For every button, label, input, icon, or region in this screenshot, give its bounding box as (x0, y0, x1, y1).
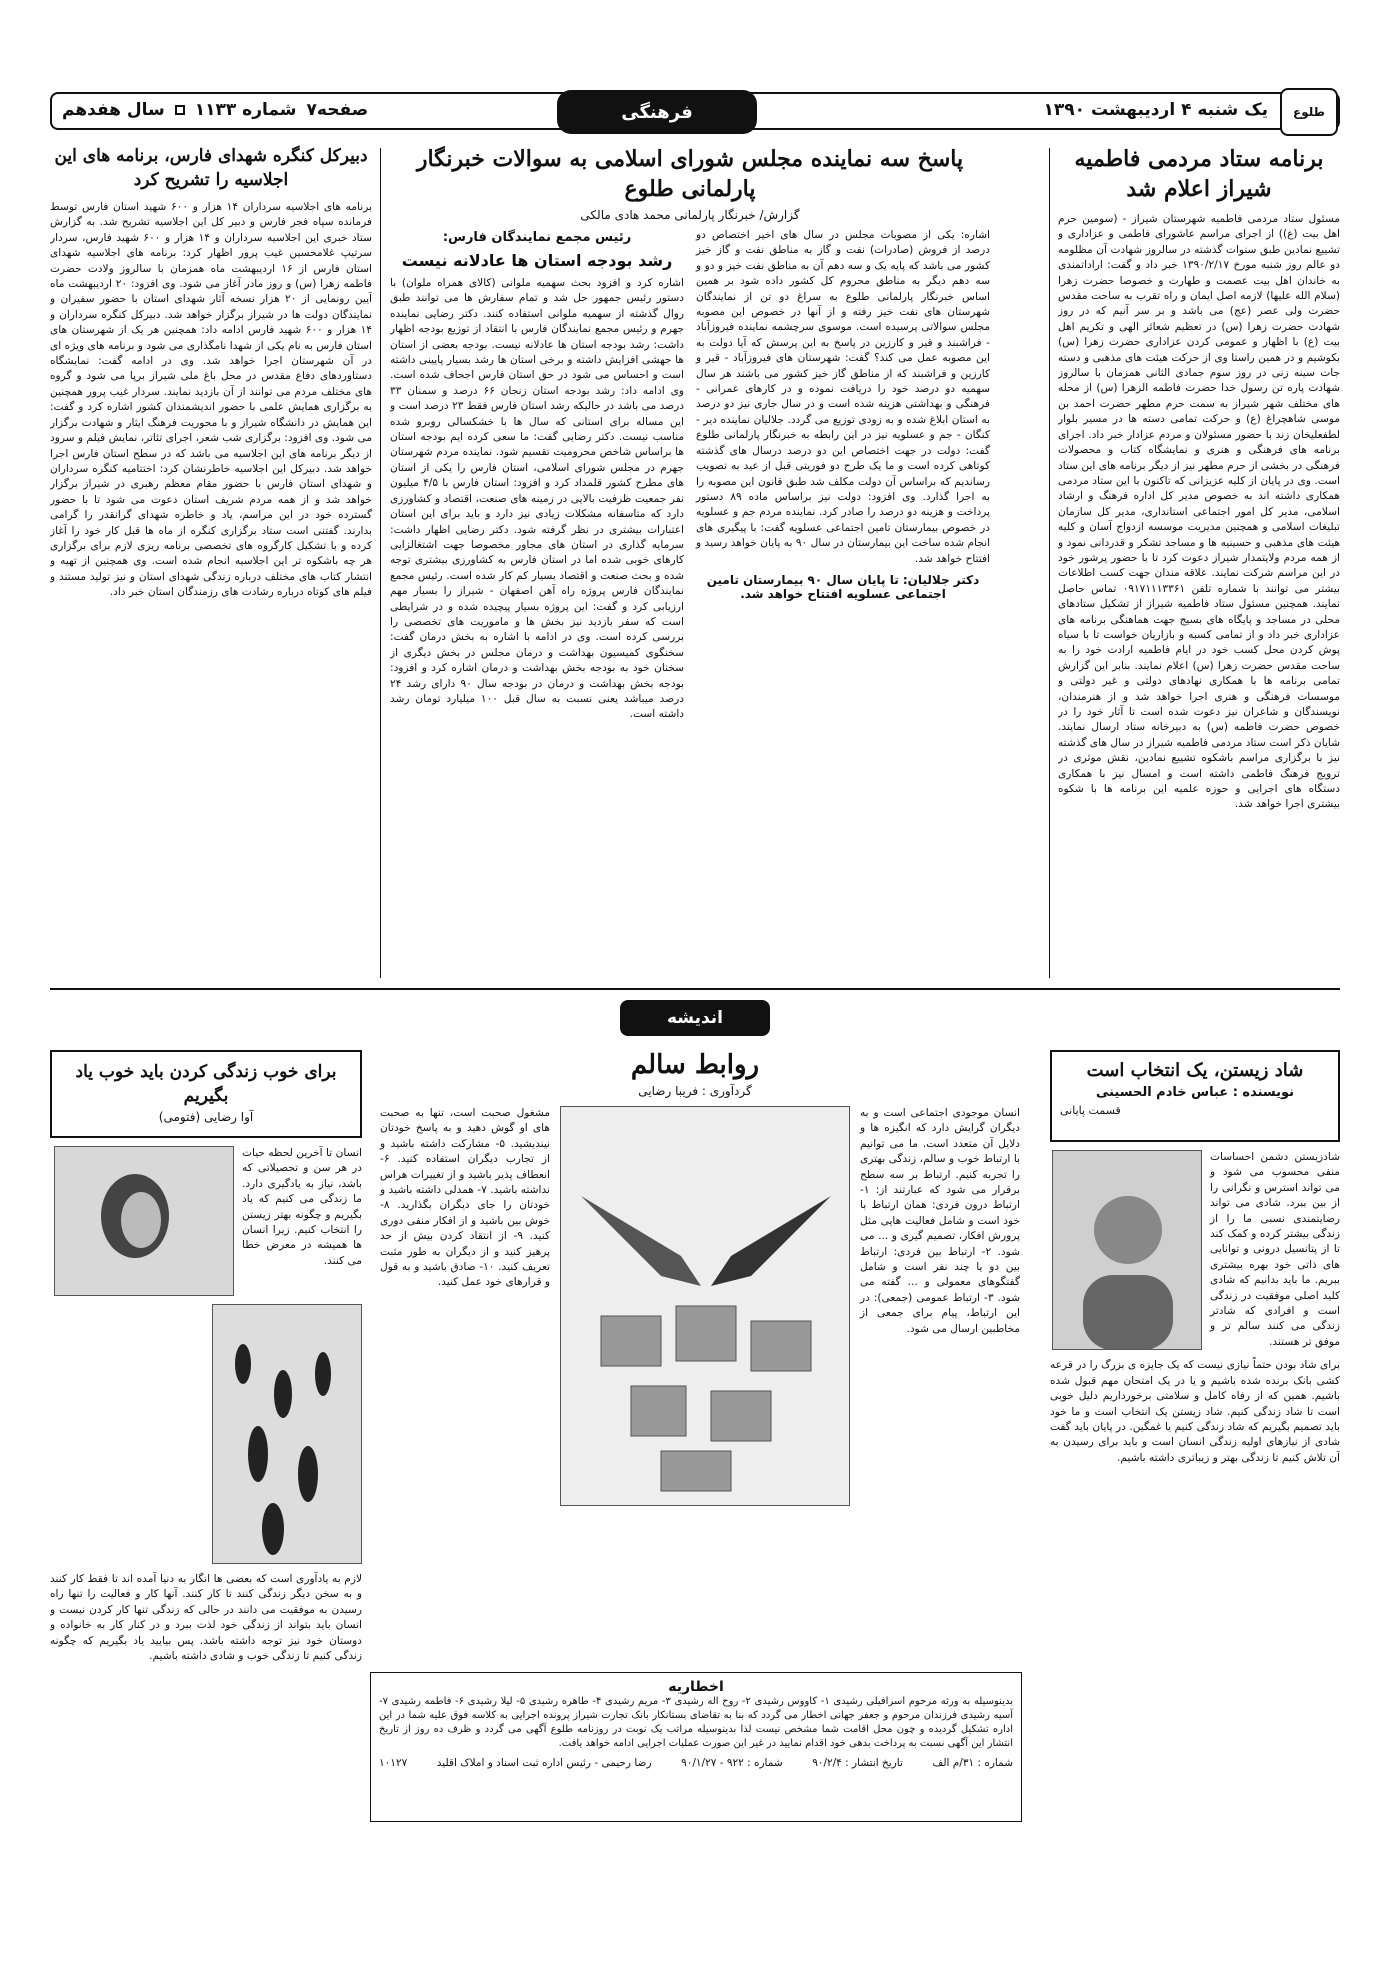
logo-text: طلوع (1293, 105, 1325, 119)
article-title: شاد زیستن، یک انتخاب است (1086, 1060, 1304, 1081)
article-part: قسمت پایانی (1060, 1104, 1121, 1117)
legal-notice (370, 1672, 1022, 1822)
article-body: اشاره کرد و افزود بحث سهمیه ملوانی (کالای همراه ملوان) با دستور رئیس جمهور حل شد و تمام سفارش ها می توانند طبق روال گذشته از سهمیه ملوانی استفاده کنند. دکتر رضایی نماینده جهرم و رئیس مجمع نمایندگان فارس با انتقاد از توزیع بودجه اظهار داشت: رشد بودجه استان ها عادلانه نیست. بودجه بعضی از استان ها جهشی افزایش داشته و برخی استان ها رشد بسیار پایینی داشته است و احساس می شود در حق استان فارس اجحاف شده است. وی ادامه داد: رشد بودجه استان زنجان ۶۶ درصد و سمنان ۳۳ درصد می باشد در حالیکه رشد استان فارس فقط ۲۳ درصد است و این مساله برای استانی که سال ها با خشکسالی روبرو شده مناسب نیست. دکتر رضایی گفت: ما سعی کرده ایم بودجه استان ها براساس شاخص محرومیت تقسیم شود. نماینده مردم شهرستان جهرم در مجلس شورای اسلامی، استان فارس را یکی از استان های مطرح کشور قلمداد کرد و افزود: استان فارس با ۴/۵ میلیون نفر جمعیت ظرفیت بالایی در زمینه های صنعت، اقتصاد و کشاورزی دارد که متاسفانه مشکلات زیادی نیز دارد و باید برای این استان اعتبارات بیشتری در نظر گرفته شود. دکتر رضایی اظهار داشت: سرمایه گذاری در استان های مجاور مخصوصا جهت اشتغالزایی کارهای خوبی شده اما در استان فارس به کشاورزی بیشتری توجه شده و بحث صنعت و اقتصاد بسیار کم کار شده است. رئیس مجمع نمایندگان فارس پروژه راه آهن اصفهان - شیراز را بسیار مهم ارزیابی کرد و گفت: این پروژه بسیار پیچیده شده و در شرایطی است که سفر بازدید نیز بخش ها و ماموریت های تخصصی را بررسی کرده است. وی در ادامه با اشاره به بخش درمان گفت: سخنگوی کمیسیون بهداشت و درمان مجلس در بخش دیگری از سخنان خود به بودجه بخش بهداشت و درمان اشاره کرد و افزود: بودجه بخش بهداشت و درمان در بودجه سال ۹۰ دارای رشد ۲۴ درصد میباشد یعنی نسبت به سال قبل ۱۰۰ میلیارد تومان رشد داشته است. (390, 277, 684, 721)
volume-year: سال هفدهم (62, 100, 165, 120)
page-number: صفحه۷ (306, 100, 369, 120)
article-column-right (696, 228, 990, 723)
notice-number-2: شماره : ۹۲۲ - ۹۰/۱/۲۷ (681, 1757, 783, 1769)
column-divider (1049, 148, 1050, 978)
crowd-silhouettes-icon (213, 1304, 361, 1564)
article-body: انسان تا آخرین لحظه حیات در هر سن و تحصیلاتی که باشد، نیاز به یادگیری دارد. ما زندگی می کنیم که یاد بگیریم و چگونه بهتر زیستن را انتخاب کنیم. زیرا انسان ها همیشه در معرض خطا می کنند. (242, 1147, 362, 1267)
woman-portrait-icon (55, 1146, 233, 1296)
crowd-photo (212, 1304, 362, 1564)
column-divider (380, 148, 381, 978)
article-body: مسئول ستاد مردمی فاطمیه شهرستان شیراز - (سومین حرم اهل بیت (ع)) از اجرای مراسم عاشورای فاطمی و عزاداری و تشییع نمادین طبق سنوات گذشته در سالروز شهادت آن مظلومه دو عالم روز شنبه مورخ ۱۳۹۰/۲/۱۷ خبر داد و گفت: اراداتمندی به خاندان اهل بیت عصمت و طهارت و خصوصا حضرت زهرا (سلام الله علیها) لازمه اصل ایمان و راه تقرب به ساحت مقدس حضرت ولی عصر (عج) می باشد و بر سر آنیم که در روز شهادت حضرت زهرا (س) در تعظیم شعائر الهی و تکریم اهل بیت (ع) با اظهار و عمومی کردن عزاداری حضرت زهرا (س) بکوشیم و در همین راستا وی از حرکت هیئت های مذهبی و دسته جات سینه زنی در روز سوم جمادی الثانی همزمان با سالروز شهادت پاره تن رسول خدا حضرت فاطمه الزهرا (س) از محله های مختلف شهر شیراز به سمت حرم مطهر حضرت احمد بن موسی شاهچراغ (ع) و حرکت تمامی دسته ها در مسیر بلوار لطفعلیخان زند با حضور مسئولان و مردم عزادار خبر داد. اجرای برنامه های فرهنگی و هنری و نمایشگاه کتاب و محصولات فرهنگی در بخشی از حرم مطهر نیز از دیگر برنامه های این ستاد است. وی در پایان از کلیه عزیزانی که تاکنون با این ستاد مردمی همکاری داشته اند به خصوص مدیر کل اداره فرهنگ و ارشاد اسلامی، مدیر کل امور اجتماعی استانداری، مدیر کل سازمان تبلیغات اسلامی و همچنین مدیریت موسسه ازدواج آسان و کلیه هیئت های مذهبی و حسینیه ها و مساجد تشکر و قدردانی نمود و از همه مردم ولایتمدار شیراز دعوت کرد تا با حضور پرشور خود در این مراسم شرکت نمایند. علاقه مندان جهت کسب اطلاعات بیشتر می توانند با شماره تلفن ۰۹۱۷۱۱۱۳۳۶۱ تماس حاصل نمایند. همچنین مسئول ستاد فاطمیه شیراز از تشکیل ستادهای محلی در مساجد و پایگاه های بسیج جهت هماهنگی برنامه های عزاداری خبر داد و از تمامی کسبه و بازاریان خواست تا با سیاه پوش کردن محل کسب خود در ایام فاطمیه ارادت خود را به ساحت مقدس حضرت زهرا (س) اعلام نمایند. بنابر این گزارش تمامی برنامه ها با همکاری نهادهای دولتی و غیر دولتی و موسسات فرهنگی و هنری اجرا خواهد شد و از هنرمندان، نویسندگان و شاعران نیز دعوت شده است تا آثار خود را در خصوص حضرت فاطمه (س) به دبیرخانه ستاد ارسال نمایند. شایان ذکر است ستاد مردمی فاطمیه شیراز در سال های گذشته نیز با برگزاری مراسم باشکوه تشییع نمادین، نقش موثری در ترویج فرهنگ فاطمی داشته است و امسال نیز با همکاری دستگاه های اجرایی و حوزه علمیه این برنامه ها با شکوه بیشتری اجرا خواهد شد. (1058, 213, 1340, 811)
notice-number: شماره : ۳۱/م الف (932, 1757, 1013, 1769)
notice-date: تاریخ انتشار : ۹۰/۲/۴ (812, 1757, 903, 1769)
article-top-row (50, 1146, 362, 1296)
article-body: لازم به یادآوری است که بعضی ها انگار به دنیا آمده اند تا فقط کار کنند و به سخن دیگر زندگی کنند تا کار کنند. آنها کار و فعالیت را تنها راه رسیدن به موفقیت می دانند در حالی که زندگی تنها کار کردن نیست و انسان باید بتواند از زندگی خود لذت ببرد و در کنار کار به خانواده و دوستان خود نیز توجه داشته باشد. پس بیایید یاد بگیریم که چگونه زندگی کنیم تا زندگی خوب و شادی داشته باشیم. (50, 1573, 362, 1663)
notice-code: ۱۰۱۲۷ (379, 1757, 408, 1769)
section-divider (50, 988, 1340, 990)
article-header-box (50, 1050, 362, 1138)
portrait-icon (1053, 1150, 1201, 1350)
section-banner: اندیشه (620, 1000, 770, 1036)
article-life (50, 1050, 362, 1920)
article-congress (50, 144, 372, 984)
notice-title: اخطاریه (668, 1679, 724, 1695)
notice-body: بدینوسیله به ورثه مرحوم اسرافیلی رشیدی ۱- کاووس رشیدی ۲- روح اله رشیدی ۳- مریم رشیدی ۴- طاهره رشیدی ۵- لیلا رشیدی ۶- فاطمه رشیدی ۷- آسیه رشیدی فرزندان مرحوم و جعفر جهانی اخطار می گردد که بنا به تقاضای بستانکار بانک تجارت شیراز پرونده اجرایی به کلاسه فوق علیه شما در این اداره تشکیل گردیده و چون محل اقامت شما مشخص نیست لذا بدینوسیله مراتب یک نوبت در روزنامه طلوع آگهی می گردد و ظرف ده روز از تاریخ انتشار این آگهی نسبت به پرداخت بدهی خود اقدام نمایید در غیر این صورت عملیات اجرایی ادامه خواهد یافت. (379, 1696, 1014, 1749)
article-title: برنامه ستاد مردمی فاطمیه شیراز اعلام شد (1074, 146, 1324, 202)
article-byline: آوا رضایی (فتومی) (158, 1110, 254, 1124)
notice-signature: رضا رحیمی - رئیس اداره ثبت اسناد و املاک اقلید (436, 1757, 652, 1769)
article-header-box (1050, 1050, 1340, 1142)
article-title: روابط سالم (630, 1050, 760, 1080)
puzzle-hands-icon (561, 1106, 849, 1506)
subheading-label: رئیس مجمع نمایندگان فارس: (442, 230, 632, 245)
subheading-budget: رشد بودجه استان ها عادلانه نیست (401, 251, 673, 270)
article-body: اشاره: یکی از مصوبات مجلس در سال های اخیر اختصاص دو درصد از فروش (صادرات) نفت و گاز به مناطق نفت و گاز خیز کشور می باشد که پایه یک و سه دهم آن به مناطق نفت خیز و دو و سه دهم دیگر به مناطق محروم کل کشور داده شود بر همین اساس خبرنگار پارلمانی طلوع به سراغ دو تن از نمایندگان شهرستان های نفت خیز رفته و از آنها در خصوص این مصوبه مجلس سوالاتی پرسیده است. موسوی سرچشمه نماینده فیروزآباد - فراشبند و قیر و کارزین در پاسخ به این پرسش که آیا دولت به این مصوبه عمل می کند؟ گفت: شهرستان های فیروزآباد - قیر و کارزین و فراشبند که از مناطق گاز خیز کشور می باشند هر سال سهمیه دو درصد خود را دریافت نموده و در کارهای عمرانی - فرهنگی و بهداشتی هزینه شده است و در سال جاری نیز دو درصد به استان ابلاغ شده و به زودی توزیع می گردد. جلالیان نماینده دیر - کنگان - جم و عسلویه نیز در این رابطه به خبرنگار پارلمانی طلوع گفت: دولت در جهت اختصاص این دو درصد درسال های گذشته کوتاهی کرده است و ما یک طرح دو فوریتی قبل از عید به تصویب رساندیم که براساس آن دولت مکلف شد طبق قانون این مصوبه را به اجرا گذارد. وی افزود: دولت نیز براساس ماده ۸۹ دستور پرداخت و هزینه دو درصد را صادر کرد. نماینده مردم جم و عسلویه در خصوص بیمارستان تامین اجتماعی عسلویه گفت: با پیگیری های انجام شده ساخت این بیمارستان در سال ۹۰ به پایان خواهد رسید و افتتاح خواهد شد. (696, 229, 990, 565)
author-photo (1052, 1150, 1202, 1350)
article-title: دبیرکل کنگره شهدای فارس، برنامه های این اجلاسیه را تشریح کرد (54, 146, 368, 190)
notice-footer (379, 1757, 1013, 1769)
newspaper-page (50, 92, 1340, 1922)
article-title: پاسخ سه نماینده مجلس شورای اسلامی به سوالات خبرنگار پارلمانی طلوع (416, 146, 964, 202)
issue-number: شماره ۱۱۳۳ (194, 100, 297, 120)
newspaper-logo (1280, 88, 1338, 136)
puzzle-image (560, 1106, 850, 1506)
issue-info (62, 100, 368, 120)
article-columns (390, 228, 990, 723)
article-happiness (1050, 1050, 1340, 1920)
article-column-left (390, 228, 684, 723)
article-byline: گردآوری : فریبا رضایی (638, 1084, 752, 1098)
article-body: مشغول صحبت است، تنها به صحبت های او گوش دهید و به پاسخ خودتان نیندیشید. ۵- مشارکت داشته باشید و از تجارب دیگران استفاده کنید. ۶- انعطاف پذیر باشید و از تغییرات هراس نداشته باشید. ۷- همدلی داشته باشید و خودتان را جای دیگران بگذارید. ۸- خوش بین باشید و از افکار منفی دوری کنید. ۹- از انتقاد کردن بیش از حد پرهیز کنید و از دیگران به طور مثبت تعریف کنید. ۱۰- صادق باشید و به قول و قرارهای خود عمل کنید. (380, 1107, 551, 1289)
article-columns (370, 1106, 1020, 1506)
subheading-hospital: دکتر جلالیان: تا پایان سال ۹۰ بیمارستان تامین اجتماعی عسلویه افتتاح خواهد شد. (706, 572, 980, 601)
article-body: انسان موجودی اجتماعی است و به دیگران گرایش دارد که انگیزه ها و دلایل آن متعدد است. ما می توانیم با ارتباط خوب و سالم، زندگی بهتری را تجربه کنیم. ارتباط بر سه سطح برقرار می شود که عبارتند از: ۱- ارتباط درون فردی: همان ارتباط با خود است و شامل فعالیت هایی مثل پرورش افکار، تصمیم گیری و ... می شود. ۲- ارتباط بین فردی: ارتباط بین دو یا چند نفر است و شامل گفتگوهای معمولی و ... گفته می شود. ۳- ارتباط عمومی (جمعی): در این ارتباط، پیام برای جمعی از مخاطبین ارسال می شود. (860, 1107, 1020, 1335)
article-fatemiyeh (1058, 144, 1340, 984)
page-header (50, 92, 1340, 130)
article-body: شادزیستن دشمن احساسات منفی محسوب می شود و می تواند استرس و نگرانی را از بین ببرد. شادی می تواند رضایتمندی نسبی ما را از زندگی بیشتر کرده و کمک کند تا از پتانسیل درونی و توانایی های ذاتی خود بهره بیشتری ببریم. ما باید بدانیم که شادی کلید اصلی موفقیت در زندگی است و افرادی که شادتر زندگی می کنند سالم تر و موفق تر هستند. (1210, 1151, 1340, 1348)
article-relations (370, 1050, 1020, 1662)
article-author: نویسنده : عباس خادم الحسینی (1095, 1085, 1295, 1100)
article-body: برنامه های اجلاسیه سرداران ۱۴ هزار و ۶۰۰ شهید استان فارس توسط فرمانده سپاه فجر فارس و دبیر کل این اجلاسیه تشریح شد. به گزارش ستاد خبری این اجلاسیه سرداران و ۱۴ هزار و ۶۰۰ شهید فارس، سردار سرتیپ غلامحسین غیب پرور اظهار کرد: برنامه های اجلاسیه شهدای استان فارس از ۱۶ اردیبهشت ماه همزمان با سالروز ولادت حضرت فاطمه زهرا (س) و روز مادر آغاز می شود. وی افزود: ۲۰ اردیبهشت ماه آیین رونمایی از ۲۰ هزار نسخه آثار شهدای استان با حضور سفیران و نمایندگان دولت ها در شیراز برگزار خواهد شد. دبیرکل کنگره سرداران و ۱۴ هزار و ۶۰۰ شهید فارس ادامه داد: همچنین هر یک از شهرستان های استان فارس به نام یکی از شهدا نامگذاری می شود و برنامه های ویژه ای در آن شهرستان اجرا خواهد شد. وی در ادامه گفت: نمایشگاه دستاوردهای دفاع مقدس در محل باغ ملی شیراز برپا می شود و گروه های مختلف مردم می توانند از آن بازدید نمایند. سردار غیب پرور همچنین به برگزاری همایش علمی با حضور اندیشمندان کشور اشاره کرد و گفت: این همایش در دانشگاه شیراز و با محوریت فرهنگ ایثار و شهادت برگزار می شود. وی افزود: برگزاری شب شعر، اجرای تئاتر، نمایش فیلم و سرود از دیگر برنامه های این اجلاسیه می باشد که در سطح استان فارس اجرا خواهد شد. دبیرکل این اجلاسیه خاطرنشان کرد: اختتامیه کنگره سرداران و شهدای استان فارس با حضور مقام معظم رهبری در شیراز برگزار خواهد شد و از همه مردم شریف استان دعوت می شود تا با حضور گسترده خود در این مراسم، یاد و خاطره شهدای گرانقدر را گرامی بدارند. گفتنی است ستاد برگزاری کنگره از ماه ها قبل کار خود را آغاز کرده و با تشکیل کارگروه های تخصصی برنامه ریزی لازم برای برگزاری هر چه باشکوه تر این اجلاسیه انجام شده است. وی همچنین از تهیه و انتشار کتاب های مختلف درباره زندگی شهدای استان و نیز تولید مستند و فیلم های کوتاه درباره رشادت های رزمندگان استان خبر داد. (50, 201, 372, 599)
section-title: فرهنگی (557, 90, 757, 134)
article-title: برای خوب زندگی کردن باید خوب یاد بگیریم (75, 1062, 337, 1106)
article-byline: گزارش/ خبرنگار پارلمانی محمد هادی مالکی (580, 208, 800, 222)
woman-photo (54, 1146, 234, 1296)
article-body: برای شاد بودن حتماً نیازی نیست که یک جایزه ی بزرگ را در قرعه کشی بانک برنده شده باشیم و یا در یک امتحان مهم قبول شده باشیم. همین که از رفاه کامل و سلامتی برخورداریم دلیل خوبی است تا شاد زندگی کنیم. شاد زیستن یک انتخاب است و ما خود باید تصمیم بگیریم که شاد زندگی کنیم یا غمگین. در پایان باید گفت شادی از نیازهای اولیه زندگی انسان است و باید برای رسیدن به آن تلاش کنیم تا زندگی بهتر و زیباتری داشته باشیم. (1050, 1359, 1340, 1464)
issue-date: یک شنبه ۴ اردیبهشت ۱۳۹۰ (1043, 100, 1268, 120)
article-top-row (1050, 1150, 1340, 1350)
bullet-icon (175, 105, 185, 115)
article-parliament (390, 144, 990, 984)
